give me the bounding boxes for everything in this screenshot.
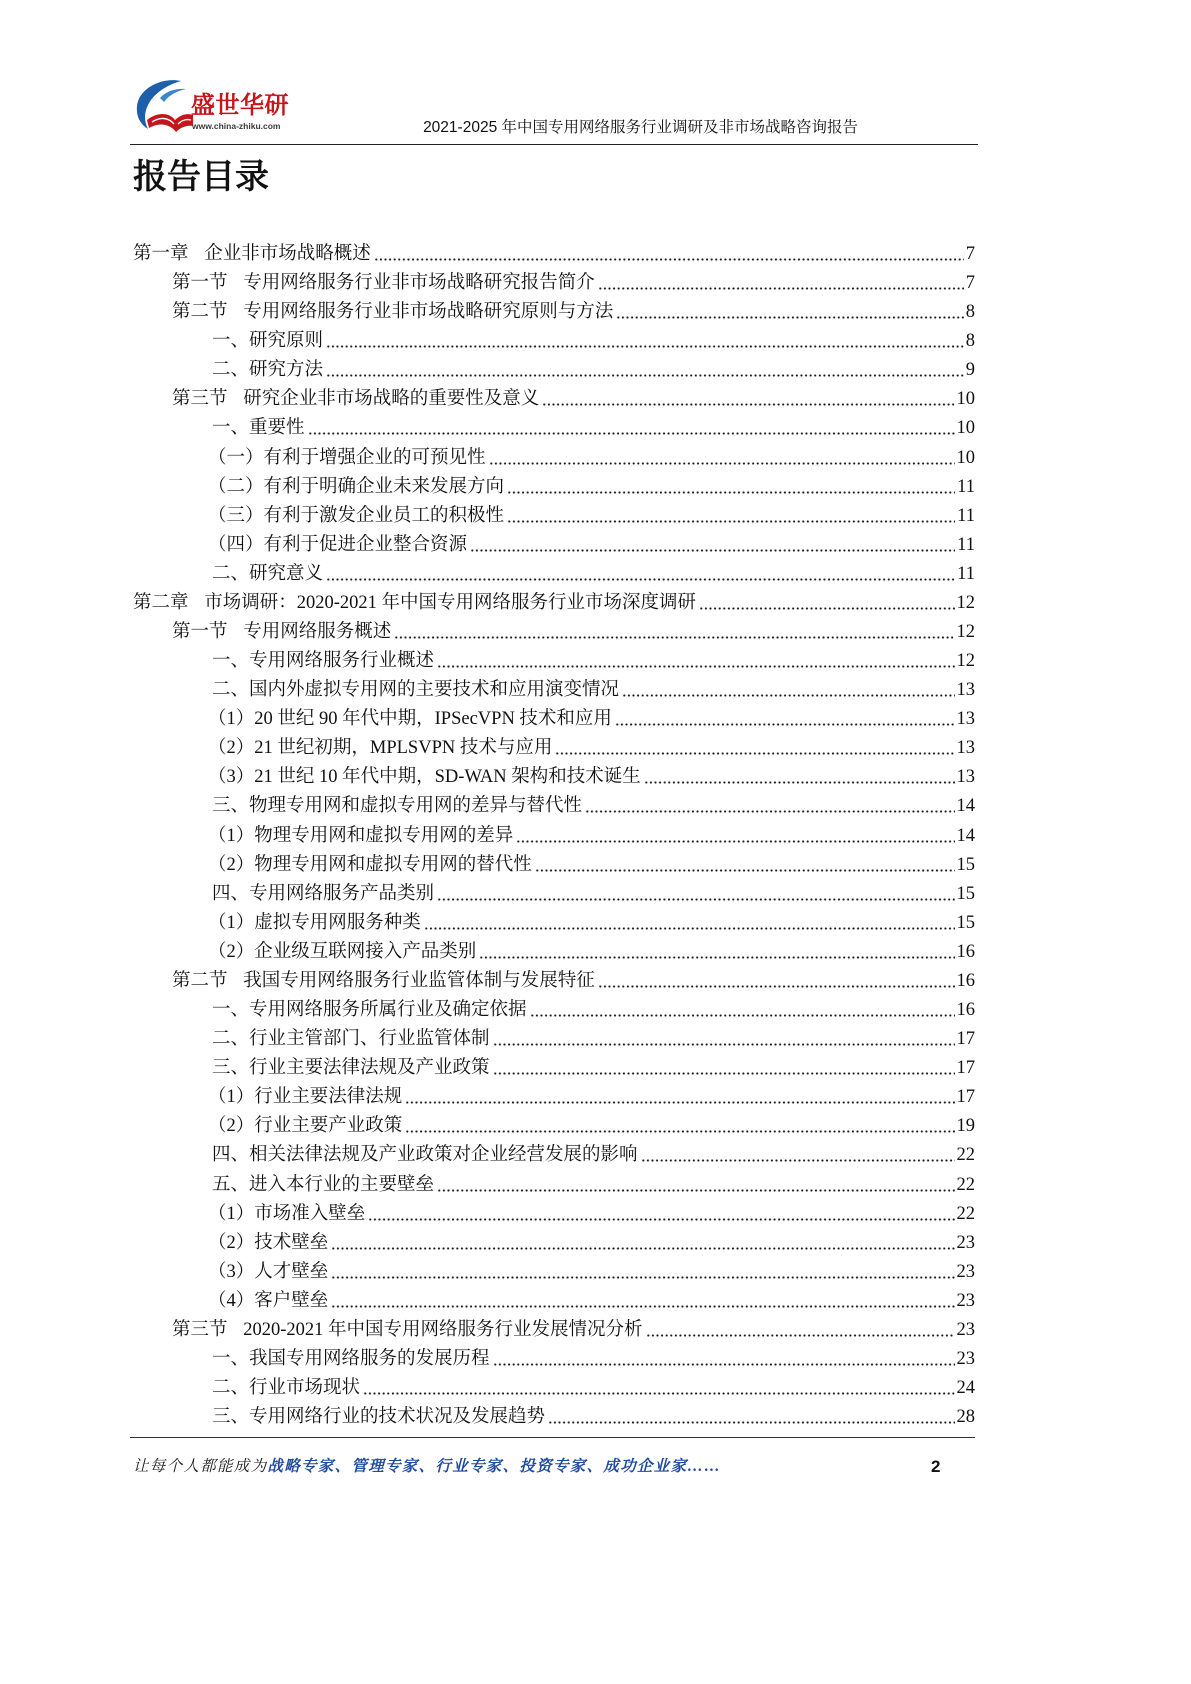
toc-entry-label bbox=[212, 1403, 545, 1432]
toc-subitem bbox=[133, 734, 975, 763]
toc-item bbox=[133, 356, 975, 385]
toc-section bbox=[133, 385, 975, 414]
toc-subitem bbox=[133, 705, 975, 734]
toc-leader-dots bbox=[405, 1112, 954, 1141]
toc-entry-label bbox=[208, 822, 513, 851]
toc-entry-number: 第三节 bbox=[172, 389, 228, 410]
toc-item bbox=[133, 1345, 975, 1374]
toc-page-number: 13 bbox=[956, 767, 975, 788]
toc-entry-title: 相关法律法规及产业政策对企业经营发展的影响 bbox=[249, 1145, 638, 1166]
toc-page-number: 12 bbox=[956, 651, 975, 672]
toc-page-number: 12 bbox=[956, 592, 975, 613]
toc-entry-number: 二、 bbox=[212, 1378, 250, 1399]
toc-entry-number: （三） bbox=[208, 505, 264, 526]
toc-page-number: 15 bbox=[956, 912, 975, 933]
toc-entry-label bbox=[208, 531, 467, 560]
toc-leader-dots bbox=[493, 1025, 955, 1054]
toc-entry-label bbox=[212, 414, 305, 443]
toc-entry-label bbox=[208, 1112, 402, 1141]
toc-subitem bbox=[133, 1258, 975, 1287]
toc-entry-number: 一、 bbox=[212, 1000, 250, 1021]
toc-page-number: 8 bbox=[965, 302, 975, 323]
toc-leader-dots bbox=[374, 240, 964, 269]
toc-entry-label bbox=[208, 1258, 328, 1287]
toc-entry-label bbox=[212, 1141, 638, 1170]
toc-entry-title: 行业主管部门、行业监管体制 bbox=[249, 1029, 490, 1050]
toc-subitem bbox=[133, 444, 975, 473]
toc-page-number: 19 bbox=[956, 1116, 975, 1137]
toc-chapter bbox=[133, 240, 975, 269]
toc-entry-title: 专用网络服务产品类别 bbox=[249, 883, 435, 904]
toc-entry-title: 行业市场现状 bbox=[249, 1378, 361, 1399]
toc-leader-dots bbox=[326, 327, 964, 356]
toc-entry-title: 研究方法 bbox=[249, 360, 324, 381]
toc-entry-label bbox=[172, 1316, 643, 1345]
toc-entry-title: 虚拟专用网服务种类 bbox=[254, 912, 421, 933]
toc-subitem bbox=[133, 502, 975, 531]
toc-entry-number: （2） bbox=[208, 854, 255, 875]
toc-leader-dots bbox=[308, 414, 955, 443]
toc-entry-label bbox=[212, 1345, 490, 1374]
toc-page-number: 23 bbox=[956, 1232, 975, 1253]
toc-entry-title: 行业主要法律法规及产业政策 bbox=[249, 1058, 490, 1079]
toc-page-number: 14 bbox=[956, 796, 975, 817]
toc-entry-title: 物理专用网和虚拟专用网的替代性 bbox=[254, 854, 532, 875]
toc-entry-title: 研究意义 bbox=[249, 563, 324, 584]
toc-subitem bbox=[133, 1287, 975, 1316]
toc-section bbox=[133, 967, 975, 996]
toc-leader-dots bbox=[598, 269, 964, 298]
toc-leader-dots bbox=[326, 560, 955, 589]
toc-entry-title: 研究原则 bbox=[249, 331, 324, 352]
toc-page-number: 17 bbox=[956, 1058, 975, 1079]
toc-item bbox=[133, 647, 975, 676]
toc-entry-label bbox=[212, 327, 323, 356]
toc-leader-dots bbox=[616, 298, 964, 327]
page-title: 报告目录 bbox=[133, 158, 269, 196]
toc-leader-dots bbox=[394, 618, 954, 647]
toc-entry-number: 第三节 bbox=[172, 1319, 228, 1340]
toc-section bbox=[133, 269, 975, 298]
toc-leader-dots bbox=[331, 1258, 954, 1287]
toc-item bbox=[133, 676, 975, 705]
toc-entry-title: 我国专用网络服务的发展历程 bbox=[249, 1348, 490, 1369]
toc-page-number: 10 bbox=[956, 447, 975, 468]
toc-entry-label bbox=[172, 298, 613, 327]
toc-subitem bbox=[133, 1083, 975, 1112]
toc-entry-label bbox=[208, 1200, 365, 1229]
toc-entry-label bbox=[208, 705, 612, 734]
toc-item bbox=[133, 327, 975, 356]
toc-entry-label bbox=[212, 560, 323, 589]
toc-page-number: 13 bbox=[956, 680, 975, 701]
toc-page-number: 10 bbox=[956, 389, 975, 410]
toc-page-number: 17 bbox=[956, 1087, 975, 1108]
toc-entry-label bbox=[208, 1083, 402, 1112]
toc-leader-dots bbox=[363, 1374, 954, 1403]
toc-entry-number: （2） bbox=[208, 941, 255, 962]
toc-page-number: 13 bbox=[956, 738, 975, 759]
toc-entry-label bbox=[212, 880, 434, 909]
toc-subitem bbox=[133, 1229, 975, 1258]
toc-entry-number: 二、 bbox=[212, 680, 250, 701]
toc-item bbox=[133, 1403, 975, 1432]
book-swoosh-logo-icon bbox=[131, 76, 193, 134]
toc-leader-dots bbox=[424, 909, 955, 938]
toc-entry-label bbox=[172, 618, 391, 647]
toc-entry-number: （3） bbox=[208, 767, 255, 788]
toc-page-number: 11 bbox=[957, 476, 975, 497]
slogan-highlight: 战略专家、管理专家、行业专家、投资专家、成功企业家…… bbox=[267, 1458, 722, 1475]
toc-leader-dots bbox=[437, 647, 954, 676]
toc-entry-title: 21 世纪初期，MPLSVPN 技术与应用 bbox=[254, 738, 553, 759]
toc-page-number: 22 bbox=[956, 1203, 975, 1224]
toc-page-number: 8 bbox=[965, 331, 975, 352]
toc-page-number: 22 bbox=[956, 1145, 975, 1166]
toc-entry-title: 专用网络服务行业非市场战略研究原则与方法 bbox=[243, 302, 614, 323]
toc-leader-dots bbox=[585, 792, 954, 821]
toc-entry-label bbox=[212, 792, 582, 821]
toc-entry-title: 专用网络服务行业概述 bbox=[249, 651, 435, 672]
toc-entry-title: 有利于明确企业未来发展方向 bbox=[263, 476, 505, 497]
toc-leader-dots bbox=[542, 385, 954, 414]
toc-entry-title: 有利于增强企业的可预见性 bbox=[263, 447, 486, 468]
toc-entry-label bbox=[208, 763, 641, 792]
toc-leader-dots bbox=[331, 1287, 954, 1316]
toc-page-number: 16 bbox=[956, 1000, 975, 1021]
toc-page-number: 23 bbox=[956, 1319, 975, 1340]
toc-page-number: 14 bbox=[956, 825, 975, 846]
toc-entry-title: 进入本行业的主要壁垒 bbox=[249, 1174, 435, 1195]
toc-entry-number: （2） bbox=[208, 1232, 255, 1253]
toc-leader-dots bbox=[437, 880, 954, 909]
toc-leader-dots bbox=[493, 1345, 955, 1374]
toc-leader-dots bbox=[507, 473, 955, 502]
toc-leader-dots bbox=[644, 763, 955, 792]
toc-leader-dots bbox=[535, 851, 955, 880]
toc-entry-title: 我国专用网络服务行业监管体制与发展特征 bbox=[243, 970, 595, 991]
toc-item bbox=[133, 560, 975, 589]
toc-page-number: 11 bbox=[957, 534, 975, 555]
toc-entry-number: 四、 bbox=[212, 883, 250, 904]
header-divider bbox=[130, 144, 978, 145]
toc-item bbox=[133, 792, 975, 821]
toc-leader-dots bbox=[646, 1316, 955, 1345]
toc-leader-dots bbox=[548, 1403, 954, 1432]
toc-entry-title: 重要性 bbox=[249, 418, 305, 439]
toc-leader-dots bbox=[405, 1083, 954, 1112]
toc-section bbox=[133, 618, 975, 647]
toc-entry-number: 一、 bbox=[212, 331, 250, 352]
toc-entry-label bbox=[208, 1287, 328, 1316]
toc-entry-title: 行业主要法律法规 bbox=[254, 1087, 403, 1108]
toc-list bbox=[133, 240, 975, 1432]
toc-leader-dots bbox=[507, 502, 955, 531]
toc-entry-title: 物理专用网和虚拟专用网的差异 bbox=[254, 825, 514, 846]
toc-entry-title: 研究企业非市场战略的重要性及意义 bbox=[243, 389, 540, 410]
toc-subitem bbox=[133, 909, 975, 938]
toc-entry-number: （一） bbox=[208, 447, 264, 468]
toc-subitem bbox=[133, 473, 975, 502]
toc-subitem bbox=[133, 938, 975, 967]
toc-entry-title: 20 世纪 90 年代中期，IPSecVPN 技术和应用 bbox=[254, 709, 612, 730]
toc-entry-label bbox=[172, 385, 539, 414]
toc-section bbox=[133, 1316, 975, 1345]
toc-item bbox=[133, 1025, 975, 1054]
toc-page-number: 7 bbox=[965, 244, 975, 264]
slogan-prefix: 让每个人都能成为 bbox=[133, 1458, 268, 1475]
footer-slogan bbox=[133, 1456, 721, 1478]
toc-entry-title: 企业级互联网接入产品类别 bbox=[254, 941, 477, 962]
toc-entry-title: 专用网络服务所属行业及确定依据 bbox=[249, 1000, 527, 1021]
toc-entry-label bbox=[212, 1054, 490, 1083]
toc-entry-title: 企业非市场战略概述 bbox=[204, 244, 371, 264]
toc-page-number: 22 bbox=[956, 1174, 975, 1195]
toc-entry-label bbox=[133, 240, 371, 269]
toc-page-number: 13 bbox=[956, 709, 975, 730]
toc-section bbox=[133, 298, 975, 327]
toc-entry-title: 21 世纪 10 年代中期，SD-WAN 架构和技术诞生 bbox=[254, 767, 641, 788]
footer-divider bbox=[130, 1437, 975, 1438]
toc-entry-number: 第一章 bbox=[133, 244, 189, 264]
toc-entry-number: （2） bbox=[208, 738, 255, 759]
toc-entry-title: 市场准入壁垒 bbox=[254, 1203, 366, 1224]
toc-entry-number: 一、 bbox=[212, 418, 250, 439]
toc-leader-dots bbox=[326, 356, 964, 385]
toc-entry-label bbox=[212, 356, 323, 385]
toc-leader-dots bbox=[437, 1171, 954, 1200]
toc-leader-dots bbox=[493, 1054, 955, 1083]
toc-leader-dots bbox=[641, 1141, 955, 1170]
toc-entry-number: （四） bbox=[208, 534, 264, 555]
toc-entry-label bbox=[212, 1374, 360, 1403]
toc-leader-dots bbox=[530, 996, 955, 1025]
toc-entry-label bbox=[212, 1025, 490, 1054]
toc-entry-label bbox=[208, 938, 476, 967]
toc-entry-number: 第一节 bbox=[172, 273, 228, 294]
toc-entry-number: （1） bbox=[208, 825, 255, 846]
toc-entry-number: （1） bbox=[208, 1203, 255, 1224]
toc-entry-number: 一、 bbox=[212, 1348, 250, 1369]
toc-page-number: 12 bbox=[956, 622, 975, 643]
toc-entry-number: 二、 bbox=[212, 360, 250, 381]
toc-subitem bbox=[133, 763, 975, 792]
toc-leader-dots bbox=[331, 1229, 954, 1258]
logo-brand-name: 盛世华研 bbox=[191, 92, 289, 119]
toc-entry-label bbox=[172, 269, 595, 298]
toc-page-number: 15 bbox=[956, 854, 975, 875]
toc-entry-title: 有利于促进企业整合资源 bbox=[263, 534, 468, 555]
toc-entry-title: 行业主要产业政策 bbox=[254, 1116, 403, 1137]
toc-entry-title: 专用网络服务行业非市场战略研究报告简介 bbox=[243, 273, 595, 294]
toc-leader-dots bbox=[470, 531, 955, 560]
toc-leader-dots bbox=[598, 967, 955, 996]
toc-entry-number: （二） bbox=[208, 476, 264, 497]
toc-entry-number: （1） bbox=[208, 709, 255, 730]
toc-entry-number: （1） bbox=[208, 1087, 255, 1108]
toc-item bbox=[133, 880, 975, 909]
toc-entry-number: （3） bbox=[208, 1261, 255, 1282]
toc-entry-number: 第二节 bbox=[172, 970, 228, 991]
running-header-title: 2021-2025 年中国专用网络服务行业调研及非市场战略咨询报告 bbox=[423, 119, 858, 136]
toc-entry-label bbox=[208, 502, 504, 531]
toc-item bbox=[133, 1054, 975, 1083]
toc-entry-number: 四、 bbox=[212, 1145, 250, 1166]
toc-entry-label bbox=[208, 473, 504, 502]
toc-entry-title: 专用网络服务概述 bbox=[243, 622, 392, 643]
toc-entry-label bbox=[133, 589, 696, 618]
toc-entry-title: 2020-2021 年中国专用网络服务行业发展情况分析 bbox=[243, 1319, 643, 1340]
toc-entry-number: （4） bbox=[208, 1290, 255, 1311]
toc-subitem bbox=[133, 851, 975, 880]
logo-website: www.china-zhiku.com bbox=[192, 121, 281, 131]
toc-page-number: 16 bbox=[956, 970, 975, 991]
toc-entry-number: 第二章 bbox=[133, 592, 189, 613]
toc-page-number: 28 bbox=[956, 1407, 975, 1428]
toc-entry-number: （2） bbox=[208, 1116, 255, 1137]
toc-page-number: 16 bbox=[956, 941, 975, 962]
toc-leader-dots bbox=[622, 676, 954, 705]
toc-entry-number: 五、 bbox=[212, 1174, 250, 1195]
toc-entry-label bbox=[208, 851, 532, 880]
toc-item bbox=[133, 996, 975, 1025]
toc-subitem bbox=[133, 1200, 975, 1229]
toc-item bbox=[133, 1374, 975, 1403]
toc-entry-title: 专用网络行业的技术状况及发展趋势 bbox=[249, 1407, 546, 1428]
toc-entry-title: 有利于激发企业员工的积极性 bbox=[263, 505, 505, 526]
toc-entry-number: 第二节 bbox=[172, 302, 228, 323]
toc-entry-title: 人才壁垒 bbox=[254, 1261, 329, 1282]
toc-leader-dots bbox=[479, 938, 954, 967]
toc-leader-dots bbox=[555, 734, 954, 763]
logo-graphic bbox=[131, 76, 193, 134]
toc-leader-dots bbox=[489, 444, 955, 473]
toc-page-number: 7 bbox=[965, 273, 975, 294]
toc-leader-dots bbox=[516, 822, 954, 851]
toc-leader-dots bbox=[368, 1200, 954, 1229]
toc-entry-title: 技术壁垒 bbox=[254, 1232, 329, 1253]
toc-entry-title: 市场调研：2020-2021 年中国专用网络服务行业市场深度调研 bbox=[204, 592, 697, 613]
toc-entry-number: （1） bbox=[208, 912, 255, 933]
toc-entry-label bbox=[212, 996, 527, 1025]
toc-chapter bbox=[133, 589, 975, 618]
toc-entry-number: 三、 bbox=[212, 1407, 250, 1428]
toc-page-number: 11 bbox=[957, 563, 975, 584]
toc-item bbox=[133, 1171, 975, 1200]
toc-entry-label bbox=[208, 1229, 328, 1258]
toc-page-number: 9 bbox=[965, 360, 975, 381]
toc-entry-label bbox=[212, 1171, 434, 1200]
toc-item bbox=[133, 1141, 975, 1170]
toc-page-number: 10 bbox=[956, 418, 975, 439]
toc-entry-title: 国内外虚拟专用网的主要技术和应用演变情况 bbox=[249, 680, 620, 701]
toc-entry-title: 客户壁垒 bbox=[254, 1290, 329, 1311]
toc-entry-label bbox=[212, 647, 434, 676]
toc-entry-number: 一、 bbox=[212, 651, 250, 672]
toc-page-number: 23 bbox=[956, 1290, 975, 1311]
toc-page-number: 11 bbox=[957, 505, 975, 526]
toc-entry-number: 三、 bbox=[212, 796, 250, 817]
toc-leader-dots bbox=[699, 589, 954, 618]
toc-entry-label bbox=[172, 967, 595, 996]
toc-entry-label bbox=[208, 444, 486, 473]
toc-subitem bbox=[133, 1112, 975, 1141]
toc-entry-number: 第一节 bbox=[172, 622, 228, 643]
toc-leader-dots bbox=[615, 705, 955, 734]
toc-page-number: 23 bbox=[956, 1348, 975, 1369]
toc-page-number: 15 bbox=[956, 883, 975, 904]
toc-entry-number: 二、 bbox=[212, 1029, 250, 1050]
toc-item bbox=[133, 414, 975, 443]
toc-entry-label bbox=[208, 909, 421, 938]
toc-subitem bbox=[133, 822, 975, 851]
toc-page-number: 24 bbox=[956, 1378, 975, 1399]
toc-subitem bbox=[133, 531, 975, 560]
toc-page-number: 17 bbox=[956, 1029, 975, 1050]
toc-page-number: 23 bbox=[956, 1261, 975, 1282]
toc-entry-title: 物理专用网和虚拟专用网的差异与替代性 bbox=[249, 796, 583, 817]
page-number: 2 bbox=[931, 1457, 941, 1476]
toc-entry-number: 二、 bbox=[212, 563, 250, 584]
toc-entry-number: 三、 bbox=[212, 1058, 250, 1079]
toc-entry-label bbox=[212, 676, 619, 705]
toc-entry-label bbox=[208, 734, 552, 763]
